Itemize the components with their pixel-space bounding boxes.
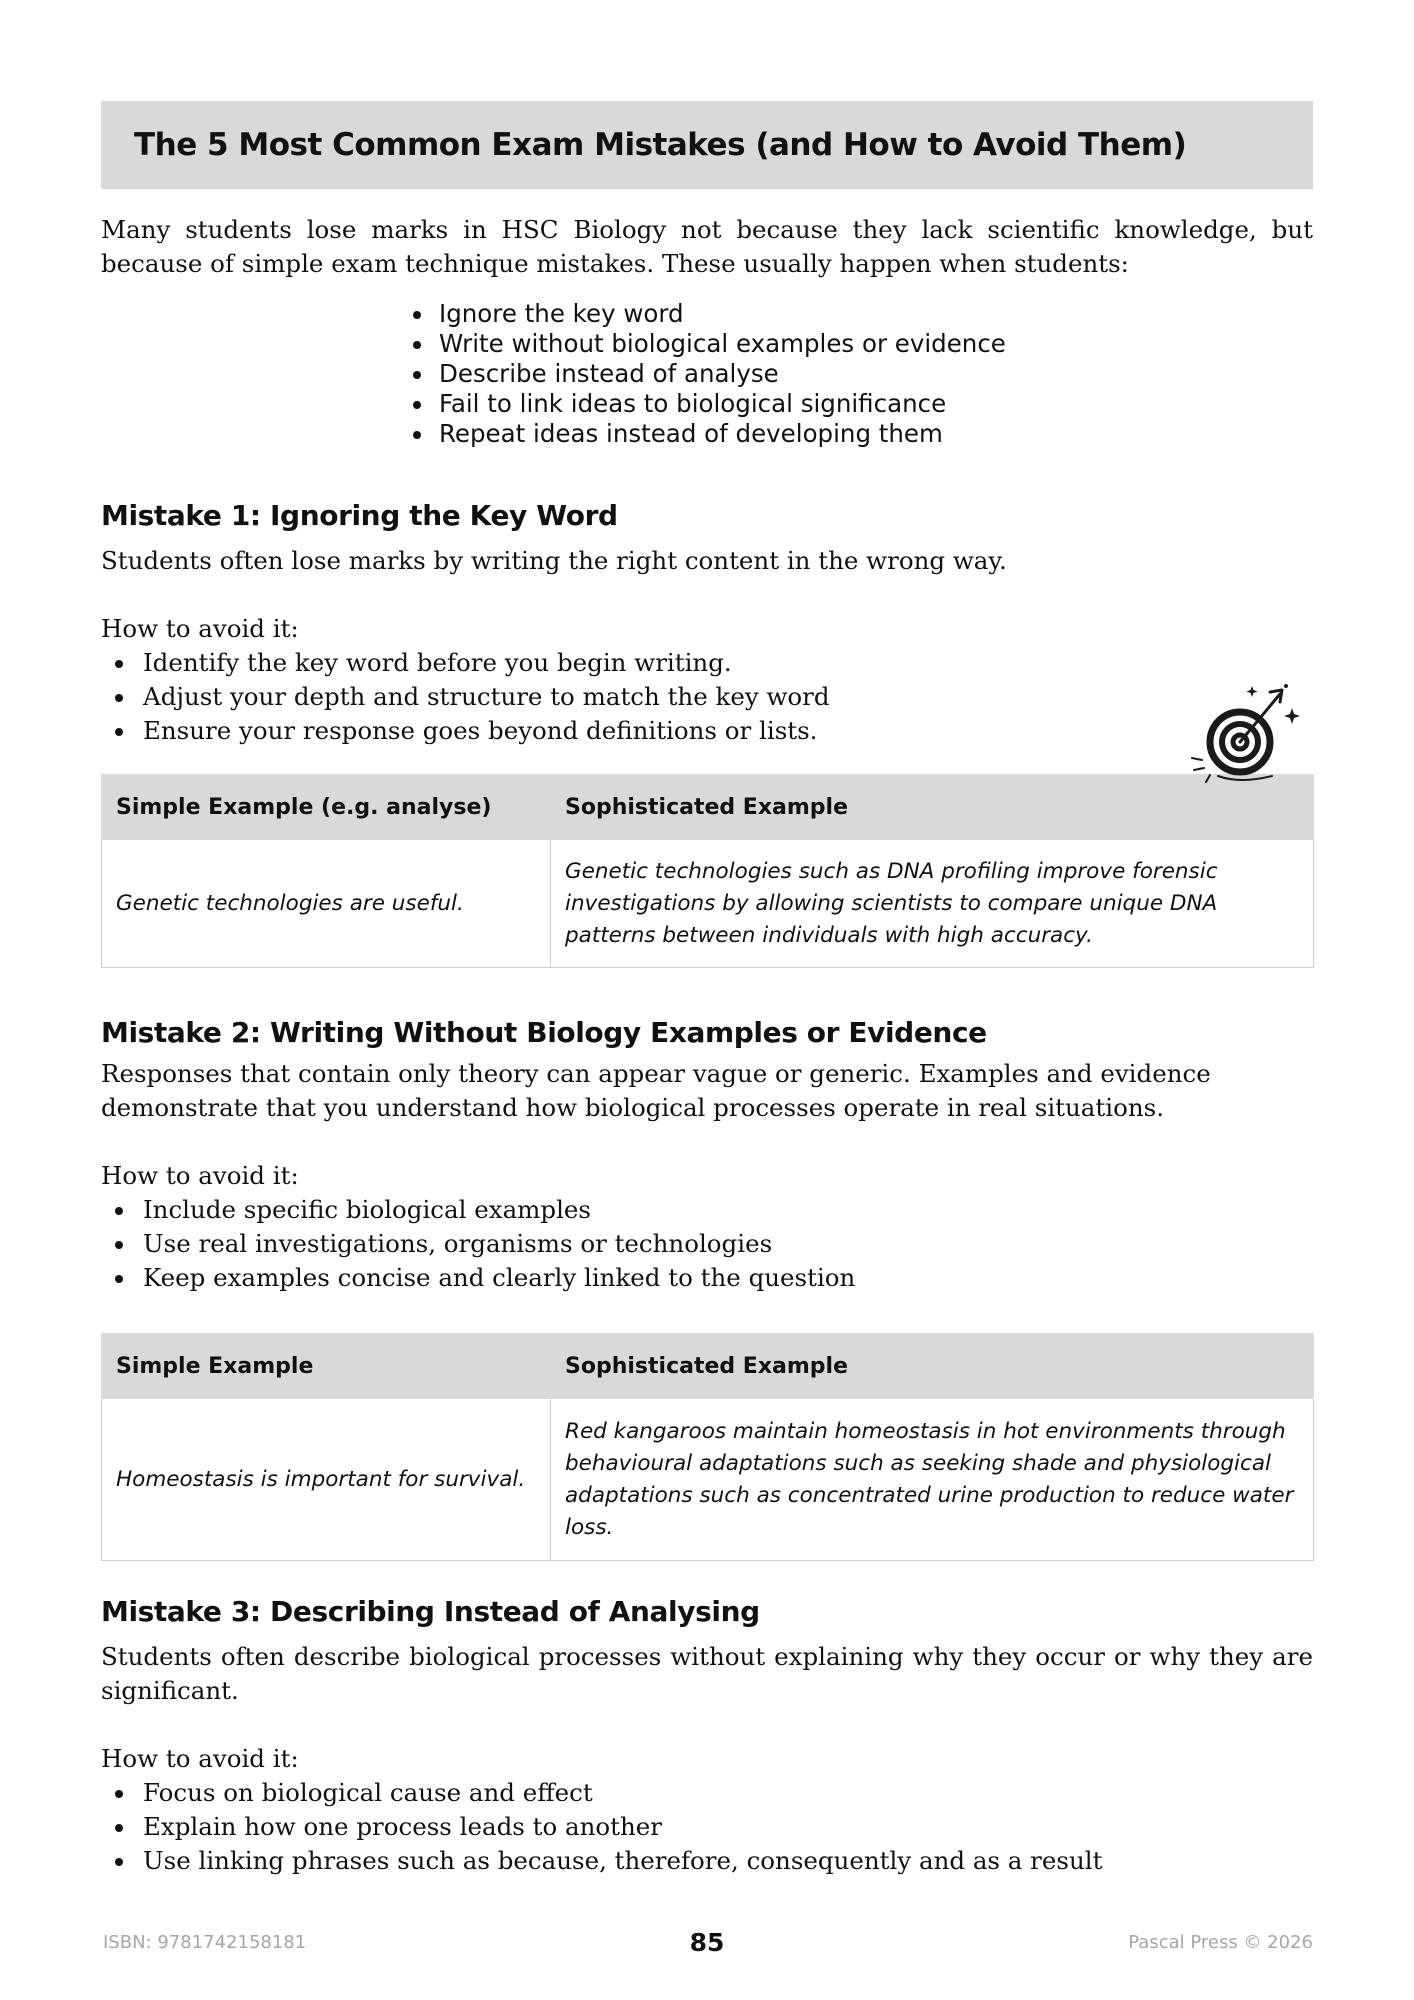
mistake-2-description: Responses that contain only theory can appear vague or generic. Examples and evidence demonstrate that you understand how biological processes operate in real situations. <box>101 1059 1211 1122</box>
list-item: Use real investigations, organisms or technologies <box>101 1227 1313 1261</box>
mistake-3-description: Students often describe biological processes without explaining why they occur or why they are significant. <box>101 1642 1313 1705</box>
target-arrow-icon <box>1188 680 1306 784</box>
mistake-2-how-to-avoid: How to avoid it: <box>101 1161 299 1190</box>
mistake-1-table <box>101 774 1314 968</box>
list-item: Explain how one process leads to another <box>101 1810 1313 1844</box>
list-item: Use linking phrases such as because, therefore, consequently and as a result <box>101 1844 1313 1878</box>
list-item: Include specific biological examples <box>101 1193 1313 1227</box>
list-item: Adjust your depth and structure to match the key word <box>101 680 1313 714</box>
table-header-row <box>102 1334 1314 1399</box>
list-item: Focus on biological cause and effect <box>101 1776 1313 1810</box>
table-header-simple: Simple Example <box>102 1334 551 1399</box>
mistake-1-how-to-avoid: How to avoid it: <box>101 614 299 643</box>
table-header-sophisticated: Sophisticated Example <box>551 1334 1314 1399</box>
table-header-sophisticated: Sophisticated Example <box>551 775 1314 840</box>
sophisticated-example-cell: Genetic technologies such as DNA profiling improve forensic investigations by allowing scientists to compare unique DNA patterns between individuals with high accuracy. <box>551 840 1314 968</box>
mistake-3-how-to-avoid: How to avoid it: <box>101 1744 299 1773</box>
list-item: Fail to link ideas to biological significance <box>409 389 1313 419</box>
simple-example-cell: Genetic technologies are useful. <box>102 840 551 968</box>
sophisticated-example-cell: Red kangaroos maintain homeostasis in hot environments through behavioural adaptations such as seeking shade and physiological adaptations such as concentrated urine production to reduce water loss. <box>551 1399 1314 1561</box>
page-content <box>101 101 1313 1878</box>
list-item: Describe instead of analyse <box>409 359 1313 389</box>
table-header-simple: Simple Example (e.g. analyse) <box>102 775 551 840</box>
common-mistakes-list <box>409 299 1313 449</box>
publisher-copyright: Pascal Press © 2026 <box>1128 1932 1313 1953</box>
list-item: Ignore the key word <box>409 299 1313 329</box>
mistake-3-heading: Mistake 3: Describing Instead of Analysing <box>101 1595 760 1628</box>
simple-example-cell: Homeostasis is important for survival. <box>102 1399 551 1561</box>
mistake-1-description: Students often lose marks by writing the right content in the wrong way. <box>101 546 1007 575</box>
mistake-2-table <box>101 1333 1314 1561</box>
mistake-2-heading: Mistake 2: Writing Without Biology Examples or Evidence <box>101 1016 987 1049</box>
intro-paragraph: Many students lose marks in HSC Biology not because they lack scientific knowledge, but because of simple exam technique mistakes. These usually happen when students: <box>101 215 1313 278</box>
mistake-1-tips <box>101 646 1313 748</box>
list-item: Write without biological examples or evidence <box>409 329 1313 359</box>
list-item: Ensure your response goes beyond definitions or lists. <box>101 714 1313 748</box>
isbn-label: ISBN: 9781742158181 <box>103 1932 307 1953</box>
mistake-1-heading: Mistake 1: Ignoring the Key Word <box>101 499 618 532</box>
table-row <box>102 840 1314 968</box>
page-number: 85 <box>689 1928 725 1957</box>
list-item: Identify the key word before you begin writing. <box>101 646 1313 680</box>
list-item: Keep examples concise and clearly linked to the question <box>101 1261 1313 1295</box>
title-banner <box>101 101 1313 189</box>
list-item: Repeat ideas instead of developing them <box>409 419 1313 449</box>
table-header-row <box>102 775 1314 840</box>
mistake-2-tips <box>101 1193 1313 1295</box>
page-title: The 5 Most Common Exam Mistakes (and How to Avoid Them) <box>134 127 1187 163</box>
table-row <box>102 1399 1314 1561</box>
mistake-3-tips <box>101 1776 1313 1878</box>
page-footer <box>101 1928 1313 1958</box>
